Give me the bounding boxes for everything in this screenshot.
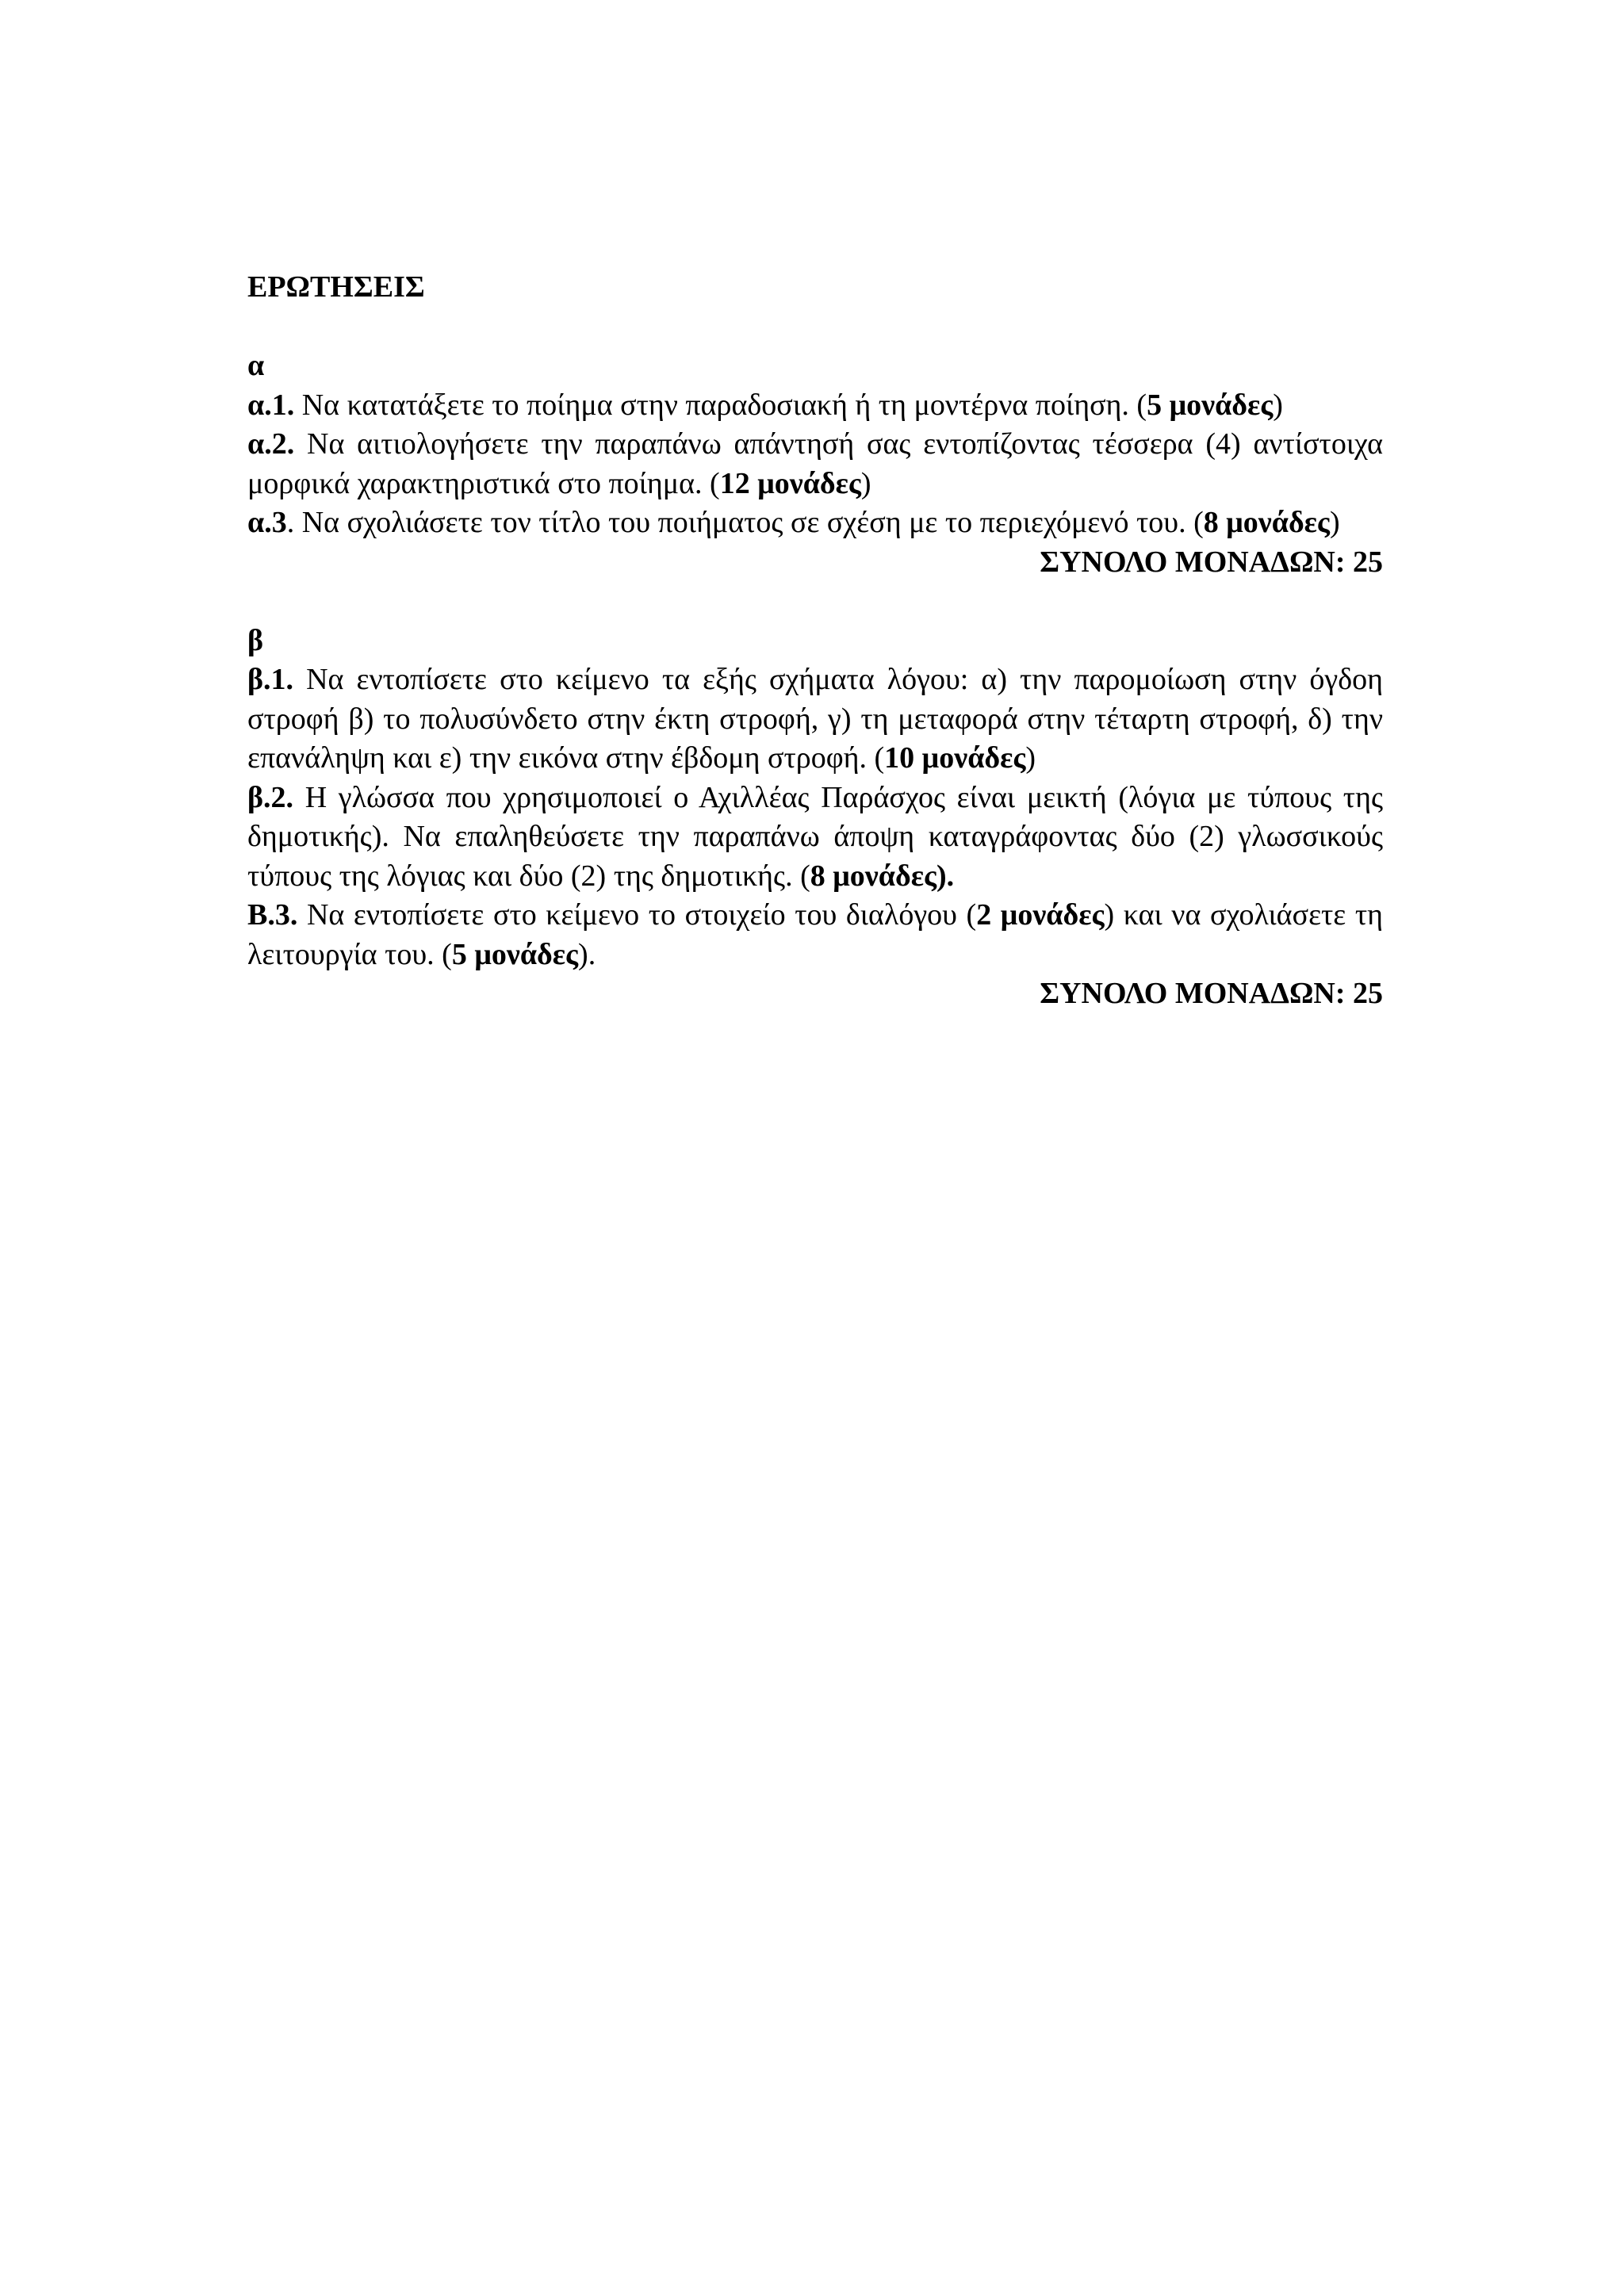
- section-b-letter: β: [247, 623, 264, 657]
- question-b1-end: ): [1025, 741, 1036, 775]
- question-b3-points-2: 5 μονάδες: [451, 937, 579, 971]
- question-b3-mid: ) και να σχολιάσετε τη λειτουργία του. (: [247, 898, 1383, 971]
- question-b1: [247, 660, 1383, 779]
- question-a3-end: ): [1329, 506, 1340, 539]
- question-b2: [247, 779, 1383, 897]
- question-b2-points: 8 μονάδες).: [810, 859, 955, 893]
- question-a2: [247, 425, 1383, 503]
- question-a3-id: α.3: [247, 506, 287, 539]
- question-b1-id: β.1.: [247, 663, 294, 696]
- question-b1-points: 10 μονάδες: [884, 741, 1026, 775]
- section-a-letter: α: [247, 349, 265, 382]
- question-a3: [247, 503, 1383, 543]
- question-a1-points: 5 μονάδες: [1147, 388, 1274, 422]
- question-b3-id: Β.3.: [247, 898, 298, 932]
- section-a-total: ΣΥΝΟΛΟ ΜΟΝΑΔΩΝ: 25: [1040, 545, 1383, 579]
- question-a1: [247, 386, 1383, 426]
- question-a1-end: ): [1273, 388, 1283, 422]
- section-b-total: ΣΥΝΟΛΟ ΜΟΝΑΔΩΝ: 25: [1040, 977, 1383, 1010]
- question-b3-text: Να εντοπίσετε στο κείμενο το στοιχείο του διαλόγου (: [297, 898, 977, 932]
- page-heading: ΕΡΩΤΗΣΕΙΣ: [247, 270, 425, 304]
- document-page: [247, 268, 1383, 1014]
- question-a3-points: 8 μονάδες: [1203, 506, 1330, 539]
- question-a2-id: α.2.: [247, 427, 295, 461]
- question-a2-end: ): [860, 466, 871, 500]
- question-a3-text: . Να σχολιάσετε τον τίτλο του ποιήματος σε σχέση με το περιεχόμενό του. (: [286, 506, 1204, 539]
- question-a2-points: 12 μονάδες: [719, 466, 861, 500]
- section-gap: [247, 582, 1383, 622]
- question-b3: [247, 896, 1383, 974]
- question-b2-text: Η γλώσσα που χρησιμοποιεί ο Αχιλλέας Παράσχος είναι μεικτή (λόγια με τύπους της δημοτικής). Να επαληθεύσετε την παραπάνω άποψη καταγράφοντας δύο (2) γλωσσικούς τύπους της λόγιας και δύο (2) της δημοτικής. (: [247, 780, 1383, 893]
- question-b1-text: Να εντοπίσετε στο κείμενο τα εξής σχήματα λόγου: α) την παρομοίωση στην όγδοη στροφή β) το πολυσύνδετο στην έκτη στροφή, γ) τη μεταφορά στην τέταρτη στροφή, δ) την επανάληψη και ε) την εικόνα στην έβδομη στροφή. (: [247, 663, 1383, 775]
- question-b2-id: β.2.: [247, 780, 294, 814]
- question-a2-text: Να αιτιολογήσετε την παραπάνω απάντησή σας εντοπίζοντας τέσσερα (4) αντίστοιχα μορφικά χαρακτηριστικά στο ποίημα. (: [247, 427, 1383, 500]
- question-b3-points: 2 μονάδες: [976, 898, 1105, 932]
- question-a1-id: α.1.: [247, 388, 295, 422]
- question-a1-text: Να κατατάξετε το ποίημα στην παραδοσιακή ή τη μοντέρνα ποίηση. (: [294, 388, 1147, 422]
- question-b3-end: ).: [578, 937, 596, 971]
